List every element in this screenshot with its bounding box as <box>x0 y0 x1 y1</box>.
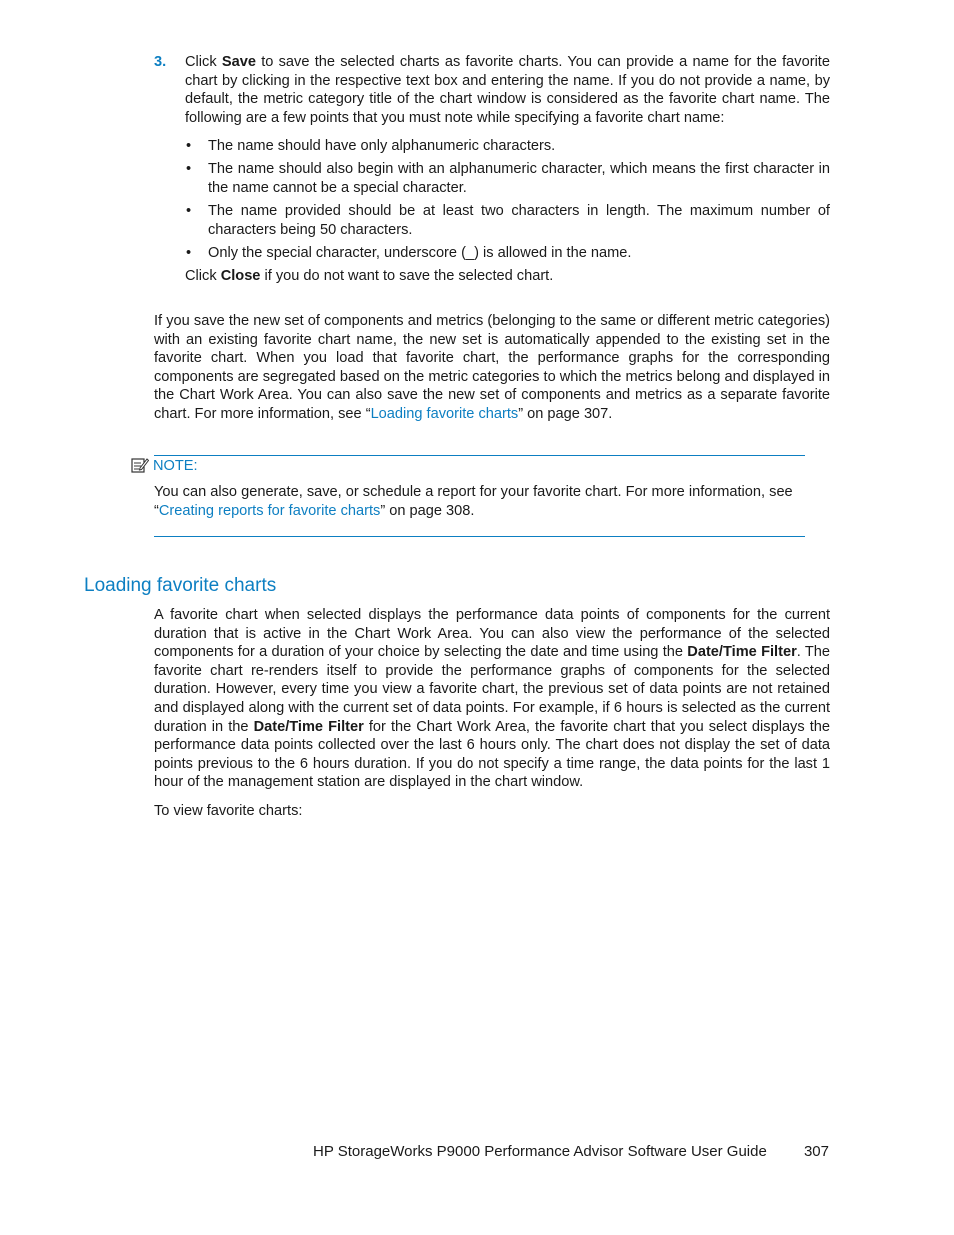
bullet-icon: • <box>186 161 192 178</box>
section-paragraph: A favorite chart when selected displays the performance data points of components for the current duration that is active in the Chart Work Area. You can also view the performance of the selected components for a duration of your choice by selecting the date and time using the Date/Time Filter. The favorite chart re-renders itself to provide the performance graphs of components for the selected duration. However, every time you view a favorite chart, the previous set of data points are not retained and displayed along with the current set of data points. For example, if 6 hours is selected as the current duration in the Date/Time Filter for the Chart Work Area, the favorite chart that you select displays the performance data points collected over the last 6 hours only. The chart does not display the set of data points previous to the 6 hours duration. If you do not specify a time range, the data points for the last 1 hour of the management station are displayed in the chart window. <box>154 607 831 791</box>
list-item: • Only the special character, underscore (_) is allowed in the name. <box>186 244 632 261</box>
note-header <box>131 457 198 476</box>
name-rules-list <box>185 137 830 262</box>
bullet-icon: • <box>186 244 192 261</box>
note-bottom-rule <box>154 536 805 537</box>
note-body: You can also generate, save, or schedule a report for your favorite chart. For more information, see “Creating reports for favorite charts” on page 308. <box>154 484 793 519</box>
date-time-filter-term: Date/Time Filter <box>687 644 797 661</box>
list-item: • The name should have only alphanumeric characters. <box>186 138 556 155</box>
footer-title: HP StorageWorks P9000 Performance Advisor Software User Guide <box>313 1143 767 1160</box>
step-intro: Click Save to save the selected charts as favorite charts. You can provide a name for the favorite chart by clicking in the respective text box and entering the name. If you do not provide a name, by default, the metric category title of the chart window is considered as the favorite chart name. The following are a few points that you must note while specifying a favorite chart name: <box>185 54 830 126</box>
view-favorite-charts-intro: To view favorite charts: <box>154 803 303 819</box>
append-paragraph: If you save the new set of components and metrics (belonging to the same or different metric categories) with an existing favorite chart name, the new set is automatically appended to the existing set in the favorite chart. When you load that favorite chart, the performance graphs for the corresponding components are segregated based on the metric categories to which the metrics belong and displayed in the Chart Work Area. You can also save the new set of components and metrics as a separate favorite chart. For more information, see “Loading favorite charts” on page 307. <box>154 313 830 422</box>
page-number: 307 <box>803 1143 829 1160</box>
step-3 <box>154 53 830 286</box>
loading-favorite-charts-link[interactable]: Loading favorite charts <box>370 405 519 422</box>
creating-reports-link[interactable]: Creating reports for favorite charts <box>158 502 381 519</box>
note-top-rule <box>154 455 805 456</box>
bullet-icon: • <box>186 138 192 155</box>
page-footer <box>313 1143 829 1162</box>
close-term: Close <box>220 267 261 284</box>
list-item: • The name should also begin with an alphanumeric character, which means the first character in the name cannot be a special character. <box>186 161 830 197</box>
bullet-icon: • <box>186 203 192 220</box>
save-term: Save <box>221 54 256 70</box>
note-label: NOTE: <box>153 458 198 474</box>
step-number: 3. <box>154 54 167 70</box>
date-time-filter-term: Date/Time Filter <box>253 718 364 735</box>
section-heading: Loading favorite charts <box>84 575 277 596</box>
list-item: • The name provided should be at least two characters in length. The maximum number of characters being 50 characters. <box>186 203 830 238</box>
close-instruction: Click Close if you do not want to save the selected chart. <box>185 267 554 284</box>
note-pencil-icon <box>131 457 149 473</box>
